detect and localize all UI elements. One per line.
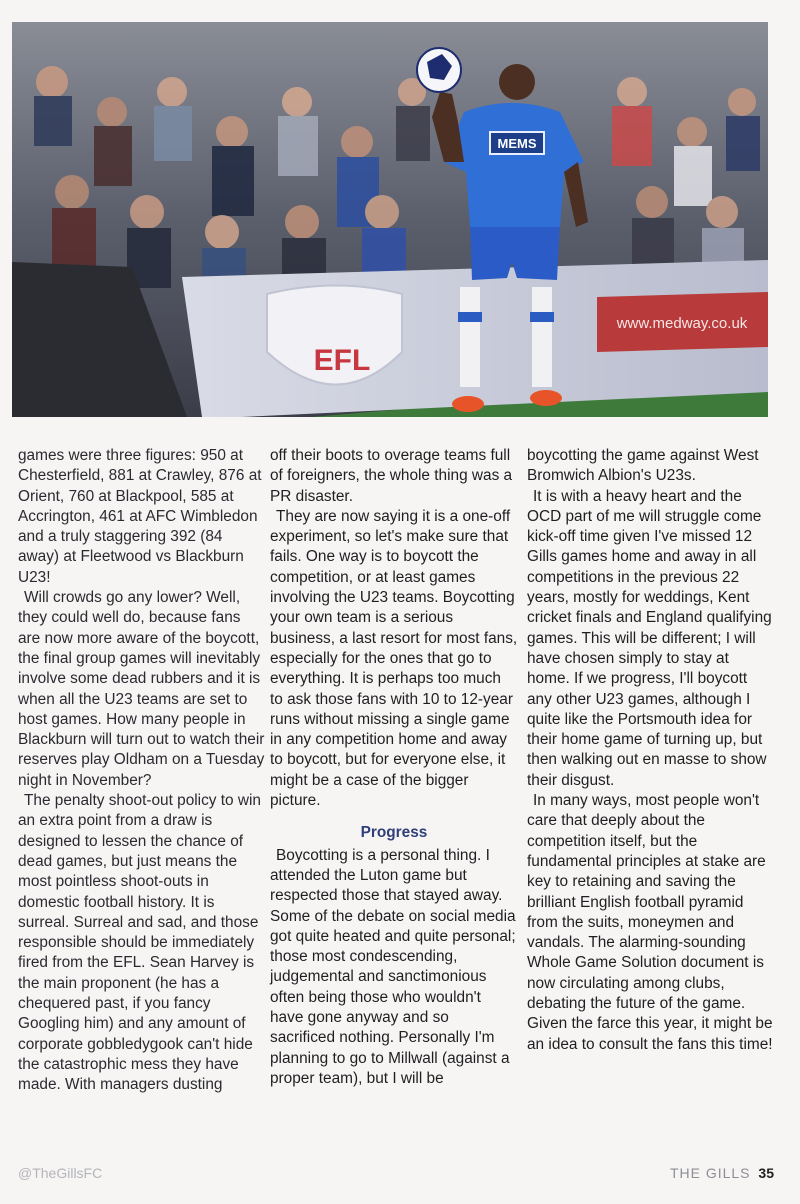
page-footer: [18, 1165, 774, 1185]
column1-paragraph-2: Will crowds go any lower? Well, they could well do, because fans are now more aware of the boycott, the final group games will inevitably involve some dead rubbers and it is when all the U23 teams are set to host games. How many people in Blackburn will turn out to watch their reserves play Oldham on a Tuesday night in November?: [18, 589, 265, 789]
column3-paragraph-2: It is with a heavy heart and the OCD part of me will struggle come kick-off time given I've missed 12 Gills games home and away in all competitions in the previous 22 years, mostly for weddings, Kent cricket finals and England qualifying games. This will be different; I will have chosen simply to stay at home. If we progress, I'll boycott any other U23 games, although I quite like the Portsmouth idea for their home game of turning up, but then walking out en masse to show their disgust.: [527, 487, 772, 789]
boot-right: [530, 390, 562, 406]
article-column-3: [527, 446, 775, 1055]
column1-paragraph-1: games were three figures: 950 at Chesterfield, 881 at Crawley, 876 at Orient, 760 at Blackpool, 585 at Accrington, 461 at AFC Wimbledon and a truly staggering 392 (84 away) at Fleetwood vs Blackburn U23!: [18, 447, 262, 586]
article-photo: [12, 22, 768, 417]
column3-paragraph-1: boycotting the game against West Bromwich Albion's U23s.: [527, 447, 759, 485]
page-number: 35: [758, 1165, 774, 1181]
footballer-throw-in-illustration: [12, 22, 768, 417]
boot-left: [452, 396, 484, 412]
twitter-handle: @TheGillsFC: [18, 1165, 103, 1181]
board-logo-text: EFL: [313, 344, 371, 377]
shirt-sponsor-text: MEMS: [497, 136, 537, 151]
footer-right: [670, 1165, 774, 1181]
column2-paragraph-3: Boycotting is a personal thing. I attended the Luton game but respected those that stayed away. Some of the debate on social media got quite heated and quite personal; those most condescending, judgemental and sanctimonious often being those who wouldn't have gone anyway and so sacrificed nothing. Personally I'm planning to go to Millwall (against a proper team), but I will be: [270, 846, 516, 1087]
column2-paragraph-2: They are now saying it is a one-off experiment, so let's make sure that fails. One way is to boycott the competition, or at least games involving the U23 teams. Boycotting your own team is a serious business, a last resort for most fans, especially for the ones that go to everything. It is perhaps too much to ask those fans with 10 to 12-year runs without missing a single game in any competition home and away to boycott, but for everyone else, it might be a case of the bigger picture.: [270, 507, 518, 810]
player-head: [499, 64, 535, 100]
article-column-1: [18, 446, 266, 1096]
article-column-2: [270, 446, 518, 1089]
column3-paragraph-3: In many ways, most people won't care that deeply about the competition itself, but the fundamental principles at stake are key to retaining and saving the brilliant English football pyramid from the suits, moneymen and vandals. The alarming-sounding Whole Game Solution document is now circulating among clubs, debating the future of the game. Given the farce this year, it might be an idea to consult the fans this time!: [527, 792, 773, 1053]
board-website-text: www.medway.co.uk: [616, 315, 748, 332]
magazine-name: THE GILLS: [669, 1165, 751, 1181]
column1-paragraph-3: The penalty shoot-out policy to win an extra point from a draw is designed to lessen the chance of dead games, but just means the most pointless shoot-outs in domestic football history. It is surreal. Surreal and sad, and those responsible should be immediately fired from the EFL. Sean Harvey is the main proponent (he has a chequered past, if you fancy Googling him) and any amount of corporate gobbledygook can't hide the catastrophic mess they have made. With managers dusting: [18, 792, 261, 1094]
section-subheading: Progress: [360, 824, 428, 842]
column2-paragraph-1: off their boots to overage teams full of foreigners, the whole thing was a PR disaster.: [270, 447, 513, 505]
